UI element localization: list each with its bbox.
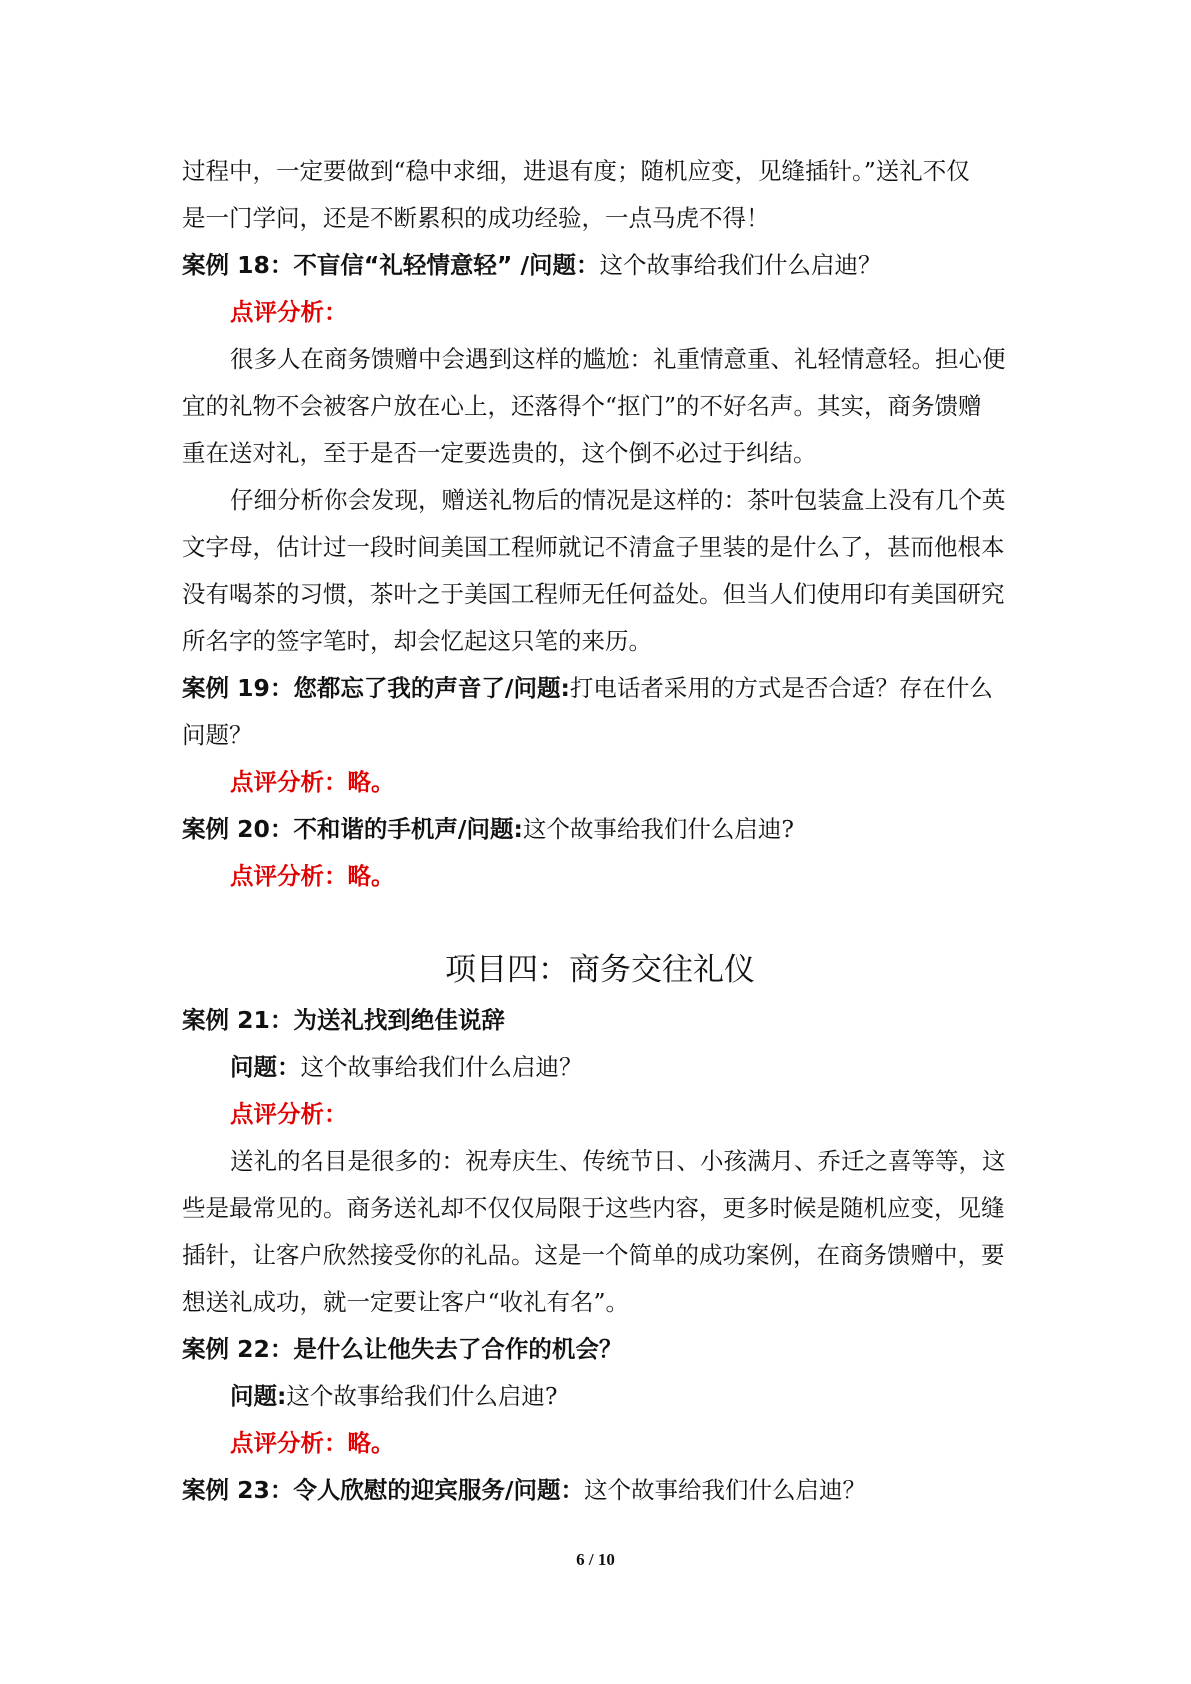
review-label: 点评分析：略。	[230, 768, 395, 796]
case-question: 这个故事给我们什么启迪？	[599, 251, 882, 279]
page-content	[182, 148, 1018, 1514]
case-question: 这个故事给我们什么启迪?	[286, 1382, 558, 1410]
body-line: 文字母，估计过一段时间美国工程师就记不清盒子里装的是什么了，甚而他根本	[182, 533, 1005, 561]
body-line: 过程中，一定要做到“稳中求细，进退有度；随机应变，见缝插针。”送礼不仅	[182, 157, 970, 185]
case-title: 案例 20：不和谐的手机声/问题:	[182, 815, 523, 843]
body-line: 是一门学问，还是不断累积的成功经验，一点马虎不得！	[182, 204, 770, 232]
body-line: 没有喝茶的习惯，茶叶之于美国工程师无任何益处。但当人们使用印有美国研究	[182, 580, 1005, 608]
case-question: 这个故事给我们什么启迪?	[522, 815, 794, 843]
body-line: 很多人在商务馈赠中会遇到这样的尴尬：礼重情意重、礼轻情意轻。担心便	[230, 345, 1006, 373]
case-question: 这个故事给我们什么启迪？	[583, 1476, 866, 1504]
body-line: 些是最常见的。商务送礼却不仅仅局限于这些内容，更多时候是随机应变，见缝	[182, 1194, 1005, 1222]
body-line: 插针，让客户欣然接受你的礼品。这是一个简单的成功案例，在商务馈赠中，要	[182, 1241, 1005, 1269]
review-label: 点评分析：	[230, 298, 348, 326]
page-number: 6 / 10	[576, 1550, 615, 1569]
section-gap	[182, 900, 1018, 945]
question-label: 问题：	[230, 1053, 301, 1081]
review-label: 点评分析：略。	[230, 1429, 395, 1457]
body-line: 送礼的名目是很多的：祝寿庆生、传统节日、小孩满月、乔迁之喜等等，这	[230, 1147, 1006, 1175]
body-line: 重在送对礼，至于是否一定要选贵的，这个倒不必过于纠结。	[182, 439, 817, 467]
case-heading	[182, 1467, 1018, 1514]
case-question: 这个故事给我们什么启迪？	[300, 1053, 583, 1081]
case-heading	[182, 665, 1018, 712]
case-heading	[182, 242, 1018, 289]
body-line: 所名字的签字笔时，却会忆起这只笔的来历。	[182, 627, 652, 655]
body-line: 想送礼成功，就一定要让客户“收礼有名”。	[182, 1288, 630, 1316]
review-label: 点评分析：	[230, 1100, 348, 1128]
question-label: 问题:	[230, 1382, 287, 1410]
case-title: 案例 22：是什么让他失去了合作的机会？	[182, 1335, 623, 1363]
case-question-line	[182, 1044, 1018, 1091]
case-title: 案例 21：为送礼找到绝佳说辞	[182, 1006, 505, 1034]
case-title: 案例 23：令人欣慰的迎宾服务/问题：	[182, 1476, 584, 1504]
case-question-line	[182, 1373, 1018, 1420]
body-line: 宜的礼物不会被客户放在心上，还落得个“抠门”的不好名声。其实，商务馈赠	[182, 392, 982, 420]
review-label: 点评分析：略。	[230, 862, 395, 890]
case-title: 案例 18：不盲信“礼轻情意轻” /问题：	[182, 251, 600, 279]
case-question: 打电话者采用的方式是否合适？存在什么	[569, 674, 993, 702]
case-title: 案例 19：您都忘了我的声音了/问题:	[182, 674, 570, 702]
section-title: 项目四：商务交往礼仪	[445, 952, 755, 988]
body-line: 仔细分析你会发现，赠送礼物后的情况是这样的：茶叶包装盒上没有几个英	[230, 486, 1006, 514]
case-heading	[182, 806, 1018, 853]
case-question-continued: 问题？	[182, 721, 253, 749]
